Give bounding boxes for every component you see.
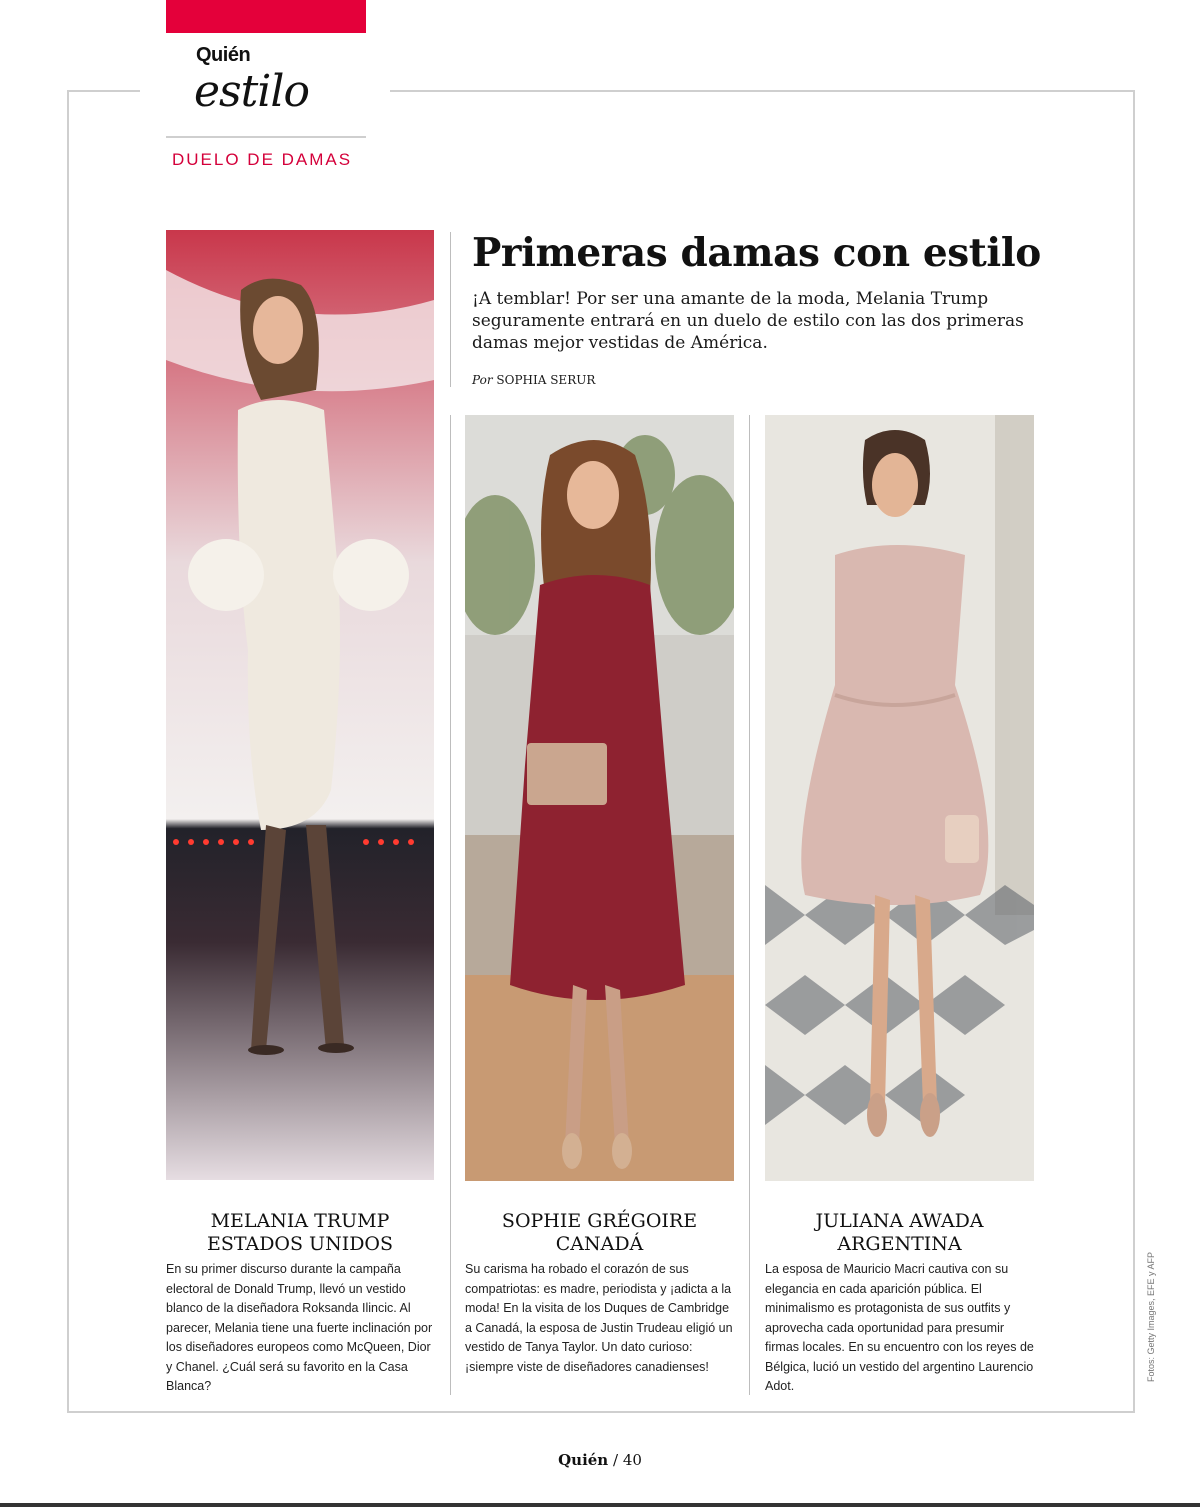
masthead-color-bar [166,0,366,33]
profile-text-melania: En su primer discurso durante la campaña electoral de Donald Trump, llevó un vestido blanco de la diseñadora Roksanda Ilincic. Al parecer, Melania tiene una fuerte inclinación por los diseñadores europeos como McQueen, Dior y Chanel. ¿Cuál será su favorito en la Casa Blanca? [166,1262,433,1393]
byline-author: SOPHIA SERUR [496,373,596,387]
folio-brand: Quién [558,1451,609,1469]
photo-juliana-awada [765,415,1034,1181]
profile-country-sophie: CANADÁ [555,1233,644,1255]
profile-name [166,1210,434,1256]
column-divider [450,415,451,1395]
article-dek: ¡A temblar! Por ser una amante de la moda, Melania Trump seguramente entrará en un duelo de estilo con las dos primeras damas mejor vestidas de América. [472,289,1024,353]
profile-text-sophie: Su carisma ha robado el corazón de sus compatriotas: es madre, periodista y ¡adicta a la moda! En la visita de los Duques de Cambridge a Canadá, la esposa de Justin Trudeau eligió un vestido de Tanya Taylor. Un dato curioso: ¡siempre viste de diseñadores canadienses! [465,1262,733,1374]
bottom-rule [0,1503,1200,1507]
photo-credit-text: Fotos: Getty Images, EFE y AFP [1146,1251,1156,1382]
masthead-brand: Quién [196,44,251,66]
profile-name-melania: MELANIA TRUMP [210,1210,390,1232]
profile-text-juliana: La esposa de Mauricio Macri cautiva con su elegancia en cada aparición pública. El minimalismo es protagonista de sus outfits y aprovecha cada oportunidad para presumir firmas locales. En su encuentro con los reyes de Bélgica, lució un vestido del argentino Laurencio Adot. [765,1262,1034,1393]
profile-name [765,1210,1034,1256]
byline-prefix: Por [472,373,493,387]
profile-name-juliana: JULIANA AWADA [815,1210,984,1232]
masthead-divider [166,136,366,138]
profile-name [465,1210,734,1256]
page-folio: Quién / 40 [558,1451,642,1469]
folio-page-number: 40 [622,1451,642,1469]
photo-credit [1146,1242,1160,1382]
article-headline: Primeras damas con estilo [472,230,1041,276]
masthead-section-title: estilo [194,66,309,117]
column-divider [749,415,750,1395]
photo-melania-trump [166,230,434,1180]
photo-sophie-gregoire [465,415,734,1181]
profile-country-melania: ESTADOS UNIDOS [206,1233,394,1255]
column-divider [450,232,451,387]
profile-name-sophie: SOPHIE GRÉGOIRE [501,1210,698,1232]
article-byline [472,373,595,387]
profile-country-juliana: ARGENTINA [837,1233,962,1255]
section-kicker: DUELO DE DAMAS [172,150,353,169]
